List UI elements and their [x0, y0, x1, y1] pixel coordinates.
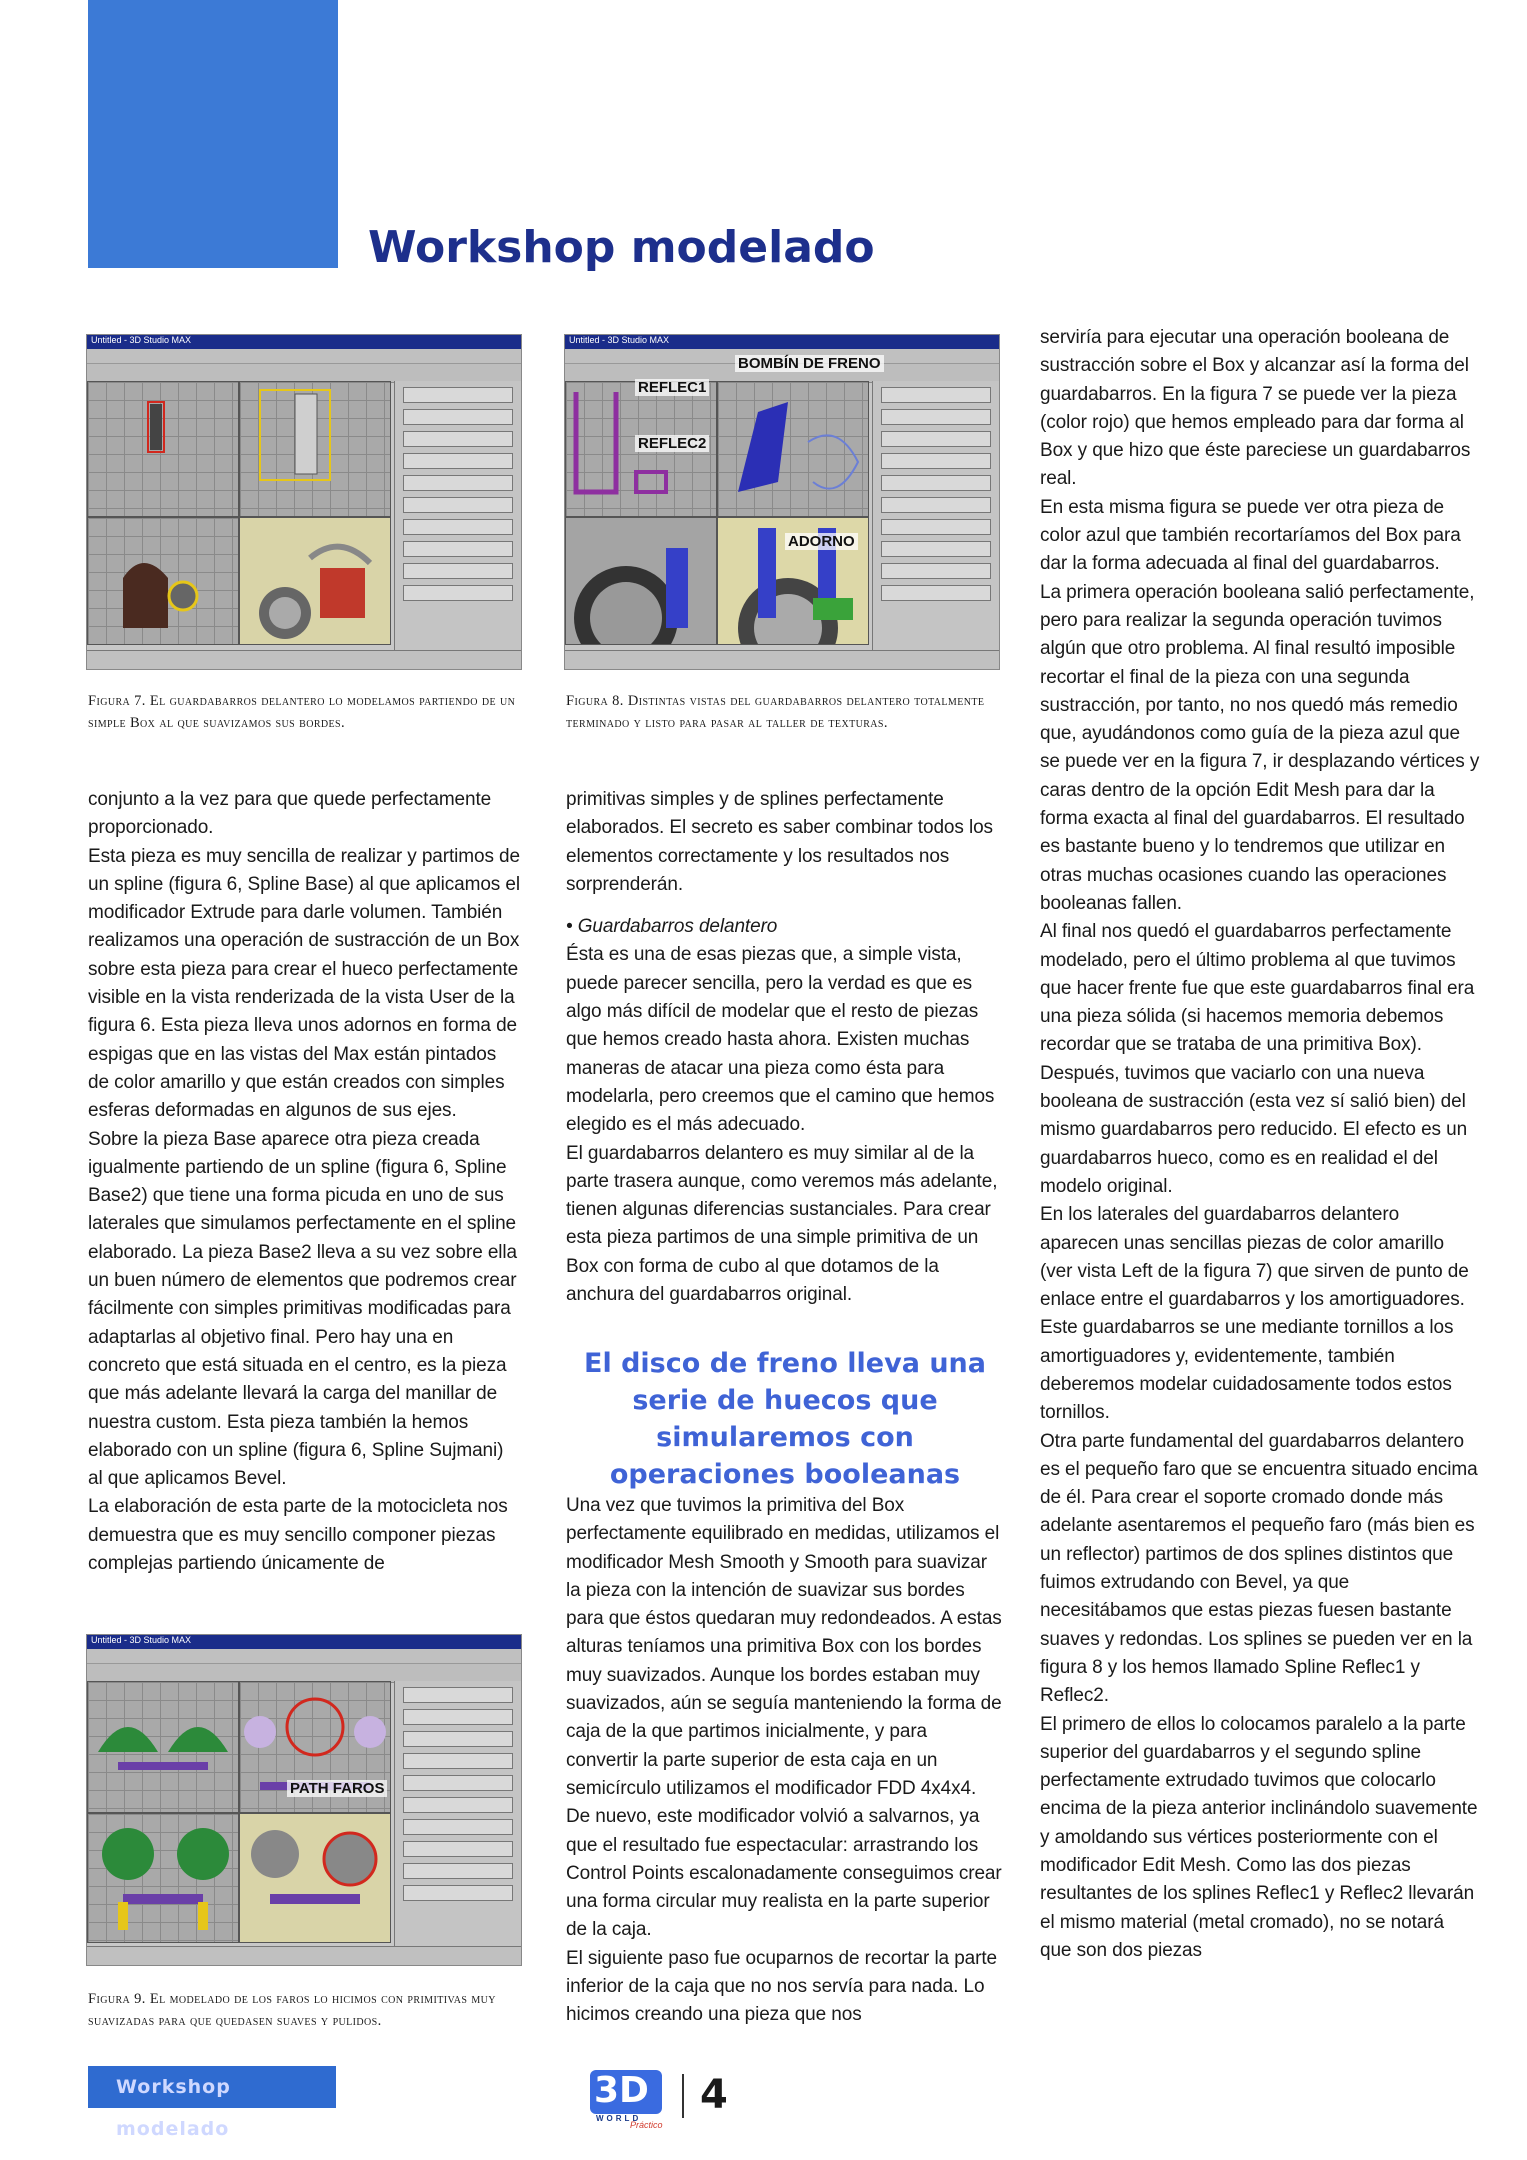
fig7-menubar	[87, 349, 521, 364]
fig9-window-title: Untitled - 3D Studio MAX	[87, 1635, 521, 1649]
fig8-window-title: Untitled - 3D Studio MAX	[565, 335, 999, 349]
col1-paragraph: La elaboración de esta parte de la motocicleta nos demuestra que es muy sencillo componer piezas complejas partiendo únicamente de	[88, 1496, 508, 1575]
col3-paragraph: En esta misma figura se puede ver otra pieza de color azul que también recortaríamos del Box para dar la forma adecuada al final del guardabarros.	[1040, 496, 1461, 575]
fig8-left-shape	[566, 518, 716, 644]
col3-paragraph: El primero de ellos lo colocamos paralelo a la parte superior del guardabarros y el segundo spline perfectamente extrudado tuvimos que colocarlo encima de la pieza anterior inclinándolo suavemente y amoldando sus vértices posteriormente con el modificador Edit Mesh. Como las dos piezas resultantes de los splines Reflec1 y Reflec2 llevarán el mismo material (metal cromado), no se notará que son dos piezas	[1040, 1713, 1478, 1961]
pull-quote: El disco de freno lleva una serie de huecos que simularemos con operaciones booleanas	[584, 1348, 986, 1490]
fig7-viewport-front	[239, 381, 391, 517]
col3-paragraph: Al final nos quedó el guardabarros perfectamente modelado, pero el último problema al que tuvimos que hacer frente fue que este guardabarros final era una pieza sólida (si hacemos memoria debemos recordar que se trataba de una primitiva Box). Después, tuvimos que vaciarlo con una nueva booleana de sustracción (esta vez sí salió bien) del mismo guardabarros pero reducido. El efecto es un guardabarros hueco, como es en realidad el del modelo original.	[1040, 921, 1475, 1197]
header-blue-block	[88, 0, 338, 268]
col3-paragraph: Otra parte fundamental del guardabarros delantero es el pequeño faro que se encuentra situado encima de él. Para crear el soporte cromado donde más adelante asentaremos el pequeño faro (más bien es un reflector) partimos de dos splines distintos que fuimos extrudando con Bevel, ya que necesitábamos que estas piezas fuesen bastante suaves y redondas. Los splines se pueden ver en la figura 8 y los hemos llamado Spline Reflec1 y Reflec2.	[1040, 1430, 1478, 1707]
fig9-viewport-user	[239, 1813, 391, 1943]
fig8-label-reflec2: REFLEC2	[635, 435, 709, 452]
column-3-text	[1040, 324, 1480, 1965]
col3-paragraph: En los laterales del guardabarros delantero aparecen unas sencillas piezas de color amarillo (ver vista Left de la figura 7) que sirven de punto de enlace entre el guardabarros y los amortiguadores. Este guardabarros se une mediante tornillos a los amortiguadores y, evidentemente, también deberemos modelar cuidadosamente todos estos tornillos.	[1040, 1204, 1469, 1424]
col2-paragraph: Una vez que tuvimos la primitiva del Box perfectamente equilibrado en medidas, utilizamos el modificador Mesh Smooth y Smooth para suavizar la pieza con la intención de suavizar sus bordes para que éstos quedaran muy redondeados. A estas alturas teníamos una primitiva Box con los bordes muy suavizados. Aunque los bordes estaban muy suavizados, aún se seguía manteniendo la forma de caja de la que partimos inicialmente, y para convertir la parte superior de esta caja en un semicírculo utilizamos el modificador FDD 4x4x4. De nuevo, este modificador volvió a salvarnos, ya que el resultado fue espectacular: arrastrando los Control Points escalonadamente conseguimos crear una forma circular muy realista en la parte superior de la caja.	[566, 1495, 1002, 1941]
figure-9-screenshot	[86, 1634, 522, 1966]
fig7-left-shape	[88, 518, 238, 644]
fig9-command-panel	[394, 1681, 521, 1965]
col3-paragraph: serviría para ejecutar una operación booleana de sustracción sobre el Box y alcanzar así la forma del guardabarros. En la figura 7 se puede ver la pieza (color rojo) que hemos empleado para dar forma al Box y que hizo que éste pareciese un guardabarros real.	[1040, 327, 1471, 490]
fig7-viewports	[87, 381, 521, 669]
logo-tagline: Práctico	[630, 2120, 663, 2130]
fig9-statusbar	[87, 1946, 521, 1965]
fig9-viewport-left	[87, 1813, 239, 1943]
fig9-viewport-top	[87, 1681, 239, 1813]
fig8-label-reflec1: REFLEC1	[635, 379, 709, 396]
figure-8-caption: Figura 8. Distintas vistas del guardabarros delantero totalmente terminado y listo para pasar al taller de texturas.	[566, 693, 985, 731]
column-2-text-lower	[566, 1492, 1002, 2030]
col2-paragraph: El guardabarros delantero es muy similar al de la parte trasera aunque, como veremos más adelante, tienen algunas diferencias sustanciales. Para crear esta pieza partimos de una simple primitiva de un Box con forma de cubo al que dotamos de la anchura del guardabarros original.	[566, 1142, 998, 1306]
fig7-statusbar	[87, 650, 521, 669]
fig7-window-title: Untitled - 3D Studio MAX	[87, 335, 521, 349]
fig7-user-shape	[240, 518, 390, 644]
fig9-label-path-faros: PATH FAROS	[287, 1780, 387, 1797]
logo-3d-text: 3D	[594, 2070, 649, 2111]
page-number: 4	[700, 2072, 728, 2118]
footer-banner: Workshop modelado	[88, 2066, 336, 2108]
col2-paragraph: Ésta es una de esas piezas que, a simple vista, puede parecer sencilla, pero la verdad es que es algo más difícil de modelar que el resto de piezas que hemos creado hasta ahora. Existen muchas maneras de atacar una pieza como ésta para modelarla, pero creemos que el camino que hemos elegido es el más adecuado.	[566, 944, 995, 1136]
col3-paragraph: La primera operación booleana salió perfectamente, pero para realizar la segunda operación tuvimos algún que otro problema. Al final resultó imposible recortar el final de la pieza con una segunda sustracción, por tanto, no nos quedó más remedio que, ayudándonos como guía de la pieza azul que se puede ver en la figura 7, ir desplazando vértices y caras dentro de la opción Edit Mesh para dar la forma exacta al final del guardabarros. El resultado es bastante bueno y lo tendremos que utilizar en otras muchas ocasiones cuando las operaciones booleanas fallen.	[1040, 581, 1480, 914]
figure-9-caption: Figura 9. El modelado de los faros lo hicimos con primitivas muy suavizadas para que quedasen suaves y pulidos.	[88, 1991, 496, 2029]
column-2-text	[566, 786, 1002, 1309]
fig7-top-shape	[88, 382, 238, 516]
fig8-label-bombin: BOMBÍN DE FRENO	[735, 355, 884, 372]
col2-paragraph: El siguiente paso fue ocuparnos de recortar la parte inferior de la caja que no nos servía para nada. Lo hicimos creando una pieza que nos	[566, 1947, 998, 2026]
logo-world-text: WORLD	[596, 2114, 642, 2123]
column-1-text	[88, 786, 520, 1578]
fig8-viewports	[565, 381, 999, 669]
fig7-viewport-left	[87, 517, 239, 645]
fig9-viewports	[87, 1681, 521, 1965]
col1-paragraph: conjunto a la vez para que quede perfectamente proporcionado.	[88, 789, 492, 839]
fig8-front-shape	[718, 382, 868, 516]
fig8-statusbar	[565, 650, 999, 669]
col2-subheading: • Guardabarros delantero	[566, 916, 778, 938]
figure-8-screenshot	[564, 334, 1000, 670]
fig7-front-shape	[240, 382, 390, 516]
footer-divider	[682, 2074, 684, 2118]
fig7-viewport-top	[87, 381, 239, 517]
fig9-user-shape	[240, 1814, 390, 1942]
fig9-top-shape	[88, 1682, 238, 1812]
section-title: Workshop modelado	[368, 222, 875, 273]
fig8-command-panel	[872, 381, 999, 669]
col1-paragraph: Sobre la pieza Base aparece otra pieza creada igualmente partiendo de un spline (figura 6, Spline Base2) que tiene una forma picuda en uno de sus laterales que simulamos perfectamente en el spline elaborado. La pieza Base2 lleva a su vez sobre ella un buen número de elementos que podremos crear fácilmente con simples primitivas modificadas para adaptarlas al objetivo final. Pero hay una en concreto que está situada en el centro, es la pieza que más adelante llevará la carga del manillar de nuestra custom. Esta pieza también la hemos elaborado con un spline (figura 6, Spline Sujmani) al que aplicamos Bevel.	[88, 1128, 518, 1490]
figure-7-screenshot	[86, 334, 522, 670]
fig9-menubar	[87, 1649, 521, 1664]
fig8-viewport-front	[717, 381, 869, 517]
col1-paragraph: Esta pieza es muy sencilla de realizar y partimos de un spline (figura 6, Spline Base) al que aplicamos el modificador Extrude para darle volumen. También realizamos una operación de sustracción de un Box sobre esta pieza para crear el hueco perfectamente visible en la vista renderizada de la vista User de la figura 6. Esta pieza lleva unos adornos en forma de espigas que en las vistas del Max están pintados de color amarillo y que están creados con simples esferas deformadas en algunos de sus ejes.	[88, 845, 520, 1122]
figure-7-caption: Figura 7. El guardabarros delantero lo modelamos partiendo de un simple Box al que suavizamos sus bordes.	[88, 693, 516, 731]
magazine-logo	[590, 2070, 710, 2132]
fig7-viewport-user	[239, 517, 391, 645]
col2-paragraph: primitivas simples y de splines perfectamente elaborados. El secreto es saber combinar todos los elementos correctamente y los resultados nos sorprenderán.	[566, 789, 993, 895]
fig9-left-shape	[88, 1814, 238, 1942]
fig8-viewport-left	[565, 517, 717, 645]
fig8-label-adorno: ADORNO	[785, 533, 858, 550]
fig7-command-panel	[394, 381, 521, 669]
